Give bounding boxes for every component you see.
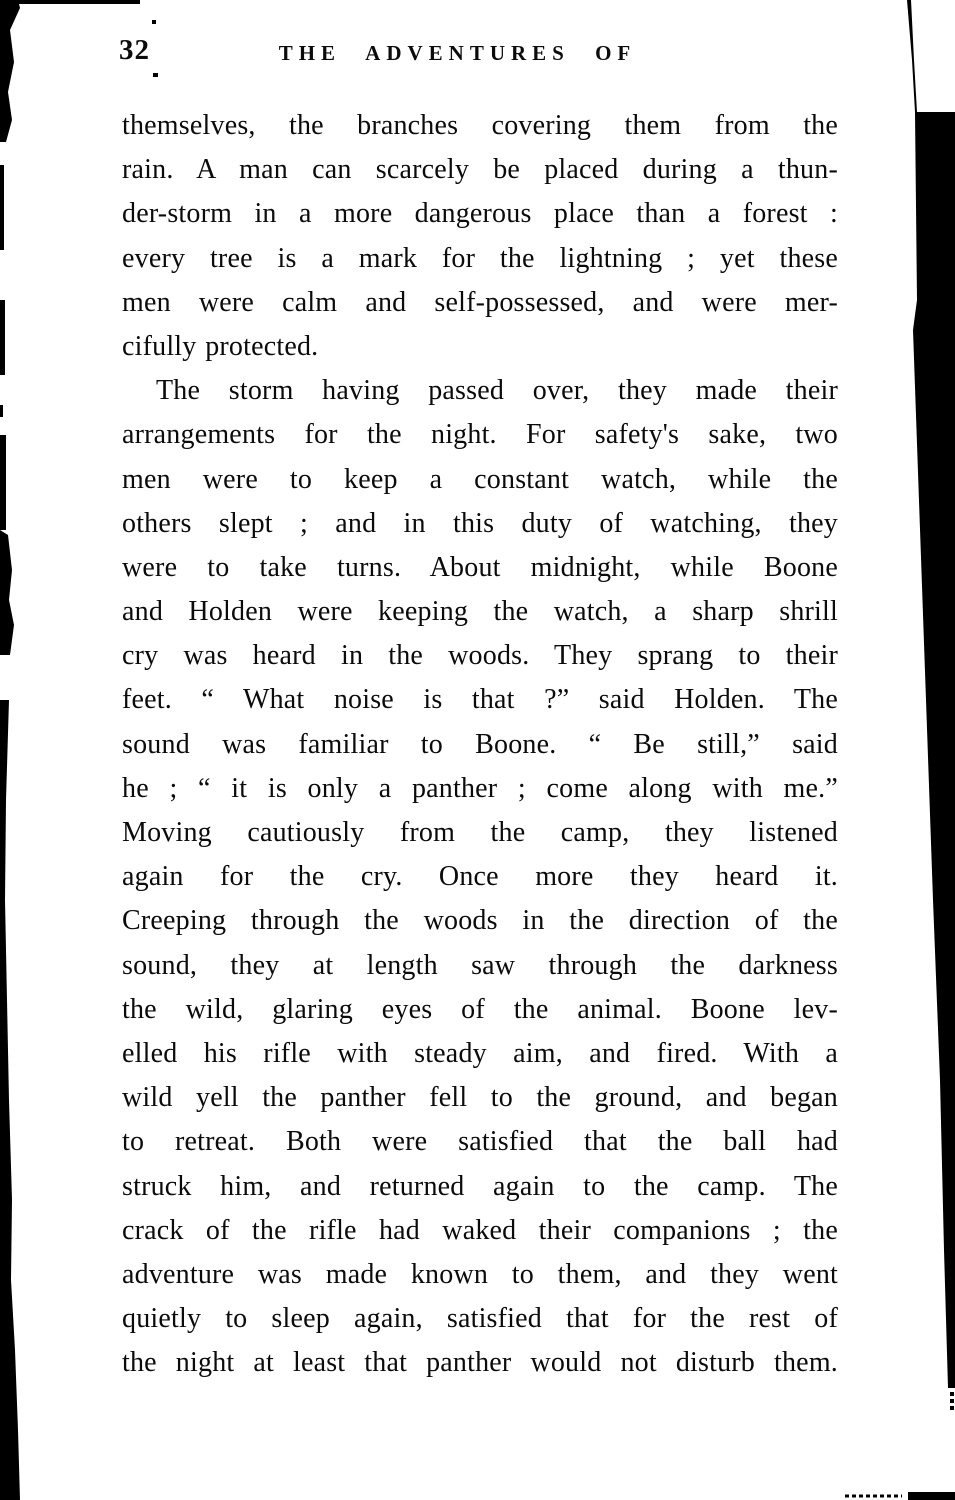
text-line: adventure was made known to them, and they went — [122, 1258, 838, 1290]
text-line: sound was familiar to Boone. “ Be still,” said — [122, 728, 838, 760]
page-text — [122, 104, 838, 1385]
scan-edge-right-icon — [907, 0, 955, 1410]
text-line: Moving cautiously from the camp, they listened — [122, 817, 838, 848]
paragraph — [122, 369, 838, 1385]
text-line: again for the cry. Once more they heard it. — [122, 861, 838, 893]
text-line: der-storm in a more dangerous place than a forest : — [122, 198, 838, 230]
text-line: he ; “ it is only a panther ; come along with me.” — [122, 772, 838, 804]
text-line: rain. A man can scarcely be placed during a thun- — [122, 154, 838, 186]
text-line: sound, they at length saw through the darkness — [122, 949, 838, 981]
text-line: quietly to sleep again, satisfied that for the rest of — [122, 1303, 838, 1335]
text-line: cry was heard in the woods. They sprang to their — [122, 640, 838, 672]
running-header: THE ADVENTURES OF — [278, 41, 637, 65]
text-line: the night at least that panther would not disturb them. — [122, 1347, 838, 1379]
text-line: every tree is a mark for the lightning ; yet these — [122, 242, 838, 274]
text-line: arrangements for the night. For safety's sake, two — [122, 419, 838, 451]
text-line: to retreat. Both were satisfied that the ball had — [122, 1126, 838, 1158]
text-line: men were calm and self-possessed, and were mer- — [122, 286, 838, 318]
text-line: others slept ; and in this duty of watching, they — [122, 507, 838, 539]
text-line: the wild, glaring eyes of the animal. Boone lev- — [122, 993, 838, 1025]
text-line: wild yell the panther fell to the ground, and began — [122, 1082, 838, 1114]
text-line: crack of the rifle had waked their companions ; the — [122, 1214, 838, 1246]
page-number: 32 — [119, 34, 150, 66]
text-line: were to take turns. About midnight, while Boone — [122, 551, 838, 583]
text-line: Creeping through the woods in the direction of the — [122, 905, 838, 937]
paragraph — [122, 104, 838, 369]
text-line: feet. “ What noise is that ?” said Holden. The — [122, 684, 838, 716]
text-line: men were to keep a constant watch, while the — [122, 463, 838, 495]
text-line: struck him, and returned again to the camp. The — [122, 1170, 838, 1202]
text-line: elled his rifle with steady aim, and fired. With a — [122, 1037, 838, 1069]
text-line: The storm having passed over, they made their — [156, 375, 838, 407]
scan-edge-left-icon — [0, 0, 20, 1500]
text-line: cifully protected. — [122, 330, 319, 362]
text-line: and Holden were keeping the watch, a sharp shrill — [122, 596, 838, 628]
text-line: themselves, the branches covering them from the — [122, 110, 838, 141]
scan-edge-bottom-icon — [845, 1492, 955, 1500]
